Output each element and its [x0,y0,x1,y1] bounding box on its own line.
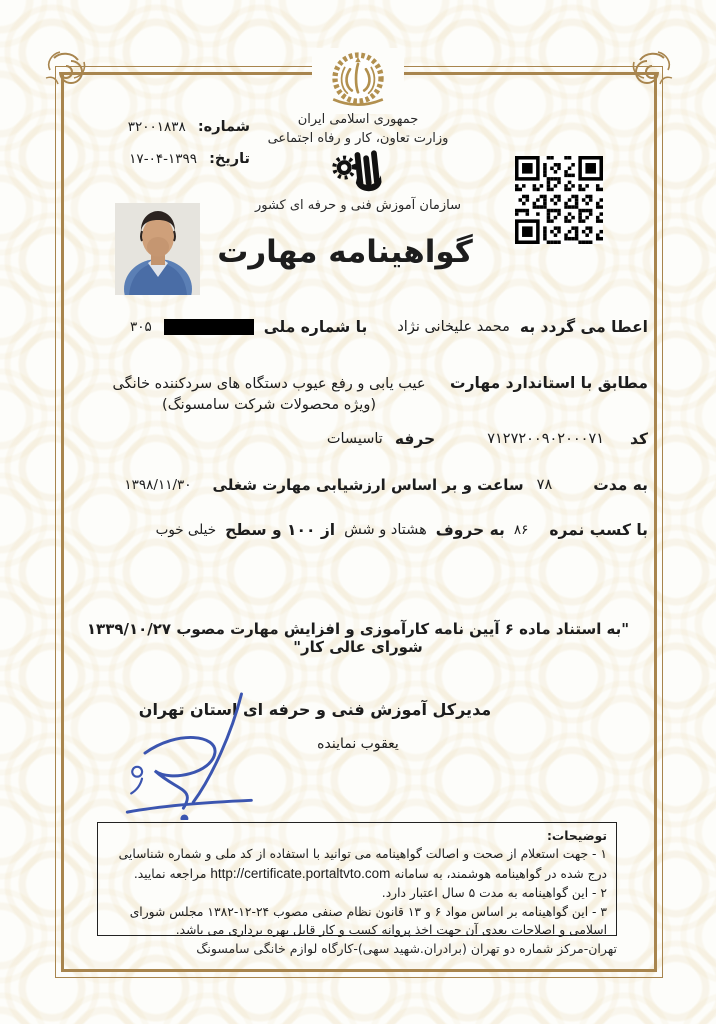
standard-label: مطابق با استاندارد مهارت [450,374,648,392]
note-item-3: ۳ - این گواهینامه بر اساس مواد ۶ و ۱۳ قانون نظام صنفی مصوب ۲۴-۱۲-۱۳۸۲ مجلس شورای اسلامی و اصلاحات بعدی آن جهت اخذ پروانه کسب و کار قابل بهره برداری می باشد. [129,904,607,937]
certificate-title: گواهینامه مهارت [217,234,473,270]
note-1-suffix: مراجعه نمایید. [133,866,211,881]
note-item-1 [107,845,607,884]
out-of-level-label: از ۱۰۰ و سطح [225,521,336,539]
profession-value: تاسیسات [326,431,383,447]
redaction-box [164,319,254,335]
granted-to-label: اعطا می گردد به [519,318,648,336]
date-value: ۱۳۹۹-۰۴-۱۷ [129,151,197,167]
score-value: ۸۶ [513,522,529,538]
header-organization: سازمان آموزش فنی و حرفه ای کشور [254,198,462,213]
recipient-name: محمد علیخانی نژاد [397,319,510,335]
duration-row [90,476,648,494]
standard-line1: عیب یابی و رفع عیوب دستگاه های سردکننده خانگی [112,376,426,392]
standard-row [100,374,648,416]
serial-date-block [128,116,250,180]
score-row [90,521,648,539]
handwritten-signature-icon [120,692,296,820]
code-row [100,430,648,448]
signatory-title: مدیرکل آموزش فنی و حرفه ای استان تهران [138,700,492,719]
signatory-name: یعقوب نماینده [317,736,399,752]
evaluation-label: ساعت و بر اساس ارزشیابی مهارت شغلی [212,476,524,494]
evaluation-date: ۱۳۹۸/۱۱/۳۰ [124,477,192,493]
score-in-words-label: به حروف [435,521,505,539]
code-value: ۷۱۲۷۲۰۰۹۰۲۰۰۰۷۱ [487,431,605,447]
training-center-footer: تهران-مرکز شماره دو تهران (برادران.شهید سهی)-کارگاه لوازم خانگی سامسونگ [196,941,617,956]
standard-line2: (ویژه محصولات شرکت سامسونگ) [162,397,376,414]
verification-url: http://certificate.portaltvto.com [210,865,391,881]
serial-label: شماره: [197,119,250,135]
code-label: کد [630,430,648,448]
level-value: خیلی خوب [155,522,217,538]
iran-national-emblem-icon [322,48,394,110]
date-label: تاریخ: [209,151,250,167]
score-in-words: هشتاد و شش [344,522,427,538]
profession-label: حرفه [394,430,436,448]
note-1-text: ۱ - جهت استعلام از صحت و اصالت گواهینامه می توانید با استفاده از کد ملی و شماره شناسایی درج شده در گواهینامه هوشمند، به سامانه [118,847,607,881]
header-country: جمهوری اسلامی ایران [297,112,419,127]
duration-label: به مدت [593,476,648,494]
duration-hours: ۷۸ [536,477,553,493]
note-item-2: ۲ - این گواهینامه به مدت ۵ سال اعتبار دارد. [381,886,607,901]
national-id-label: با شماره ملی [263,318,368,336]
serial-value: ۳۲۰۰۱۸۳۸ [127,119,186,135]
notes-heading: توضیحات: [547,829,607,843]
standard-value [100,374,438,416]
score-label: با کسب نمره [549,521,648,539]
recipient-row [130,318,648,336]
notes-box [97,822,617,936]
header-ministry: وزارت تعاون، کار و رفاه اجتماعی [267,131,449,146]
tvto-logo-icon [332,148,384,196]
qr-code [515,156,603,244]
legal-quote: "به استناد ماده ۶ آیین نامه کارآموزی و افزایش مهارت مصوب ۱۳۳۹/۱۰/۲۷ شورای عالی کار" [86,620,630,656]
national-id-visible-digits: ۳۰۵ [130,319,152,335]
